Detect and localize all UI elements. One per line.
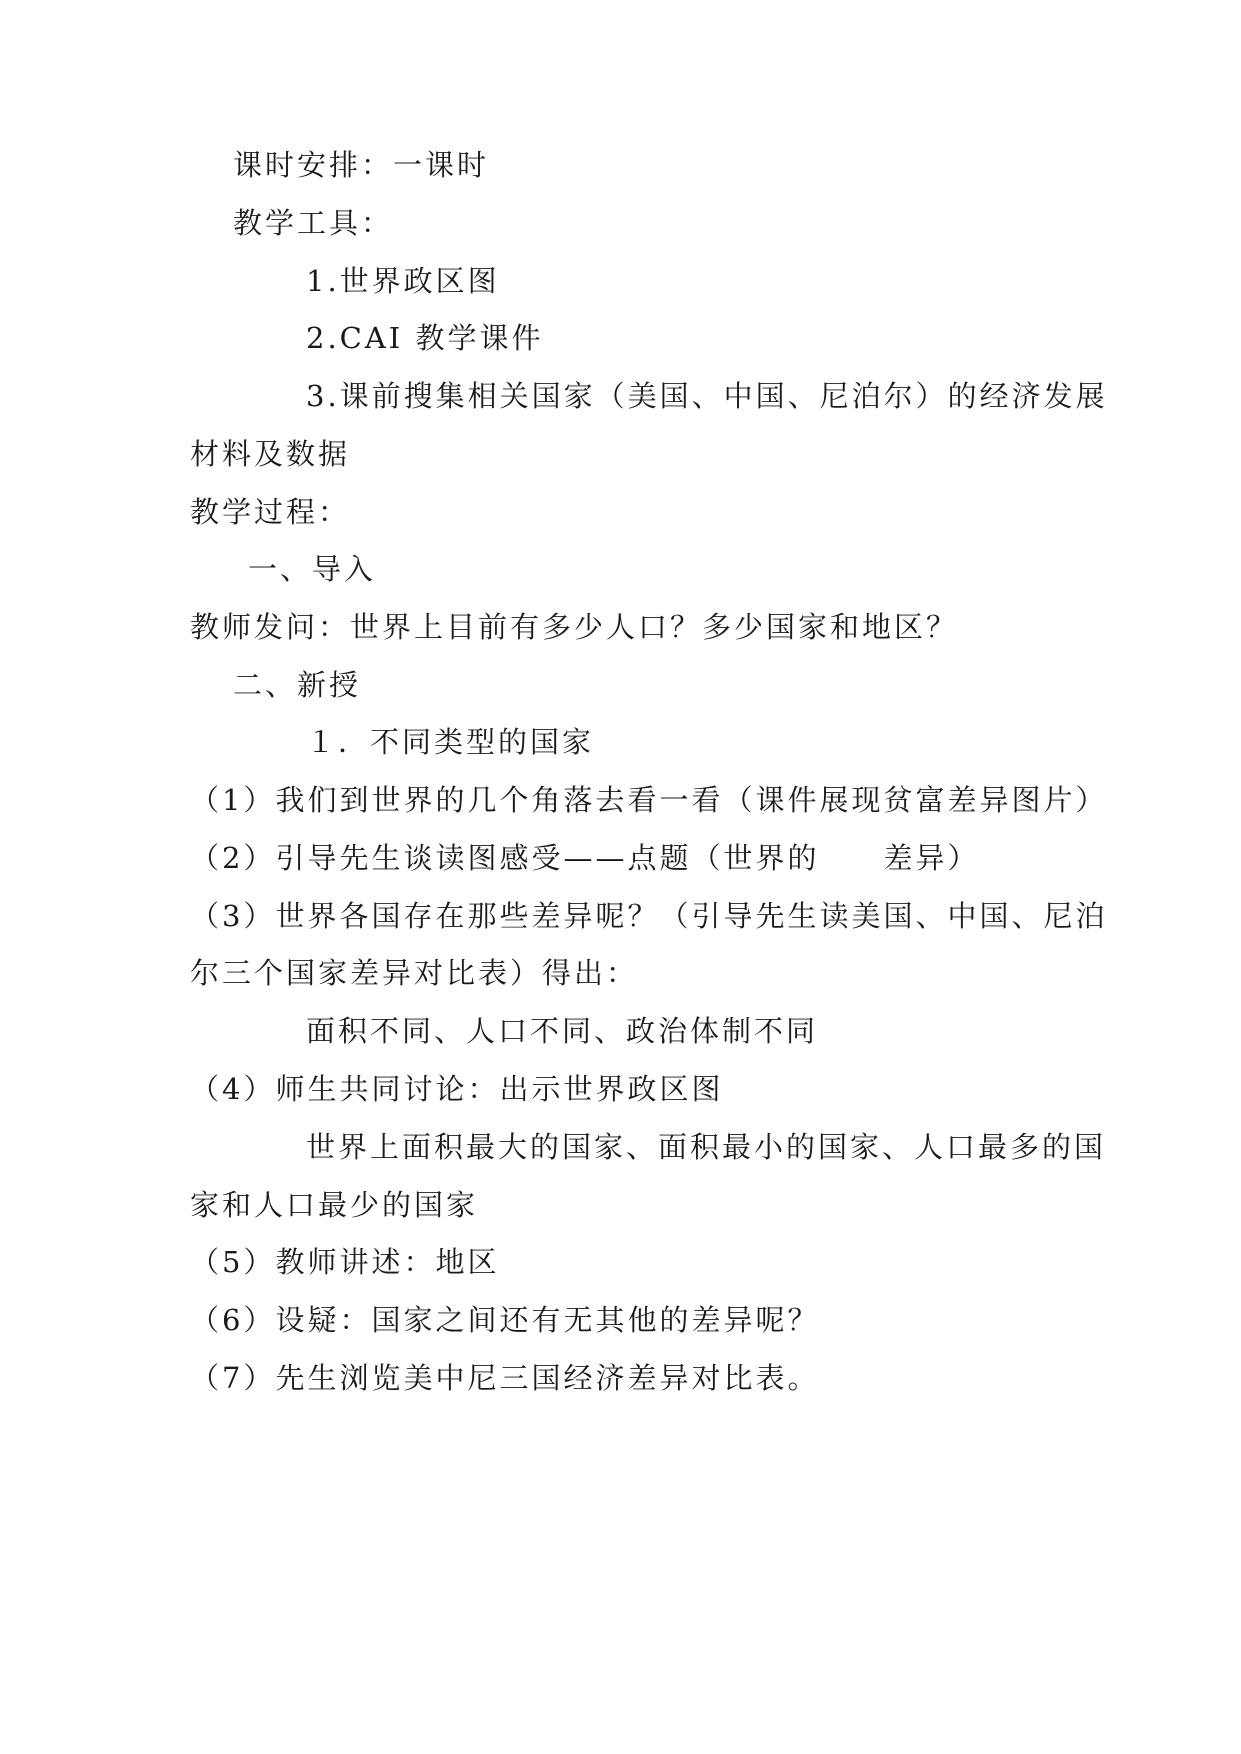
step-3: （3）世界各国存在那些差异呢？（引导先生读美国、中国、尼泊 bbox=[190, 899, 1108, 933]
section-intro-heading: 一、导入 bbox=[248, 552, 377, 586]
step-4: （4）师生共同讨论：出示世界政区图 bbox=[190, 1072, 724, 1106]
step-7: （7）先生浏览美中尼三国经济差异对比表。 bbox=[190, 1361, 820, 1395]
subsection-heading: １．不同类型的国家 bbox=[306, 725, 595, 759]
schedule-line: 课时安排：一课时 bbox=[233, 148, 490, 182]
process-heading: 教学过程： bbox=[190, 495, 351, 529]
teacher-question: 教师发问：世界上目前有多少人口？多少国家和地区？ bbox=[190, 610, 959, 644]
tool-item-1: 1.世界政区图 bbox=[306, 264, 500, 298]
step-4-detail: 世界上面积最大的国家、面积最小的国家、人口最多的国 bbox=[306, 1130, 1107, 1164]
tool-item-2: 2.CAI 教学课件 bbox=[306, 321, 544, 355]
step-1: （1）我们到世界的几个角落去看一看（课件展现贫富差异图片） bbox=[190, 783, 1108, 817]
step-3-result: 面积不同、人口不同、政治体制不同 bbox=[306, 1014, 819, 1048]
step-5: （5）教师讲述：地区 bbox=[190, 1245, 500, 1279]
section-new-heading: 二、新授 bbox=[233, 668, 362, 702]
step-2: （2）引导先生谈读图感受——点题（世界的 差异） bbox=[190, 841, 980, 875]
step-3-continued: 尔三个国家差异对比表）得出： bbox=[190, 956, 639, 990]
tool-item-3: 3.课前搜集相关国家（美国、中国、尼泊尔）的经济发展 bbox=[306, 379, 1108, 413]
tool-item-3-continued: 材料及数据 bbox=[190, 437, 351, 471]
step-6: （6）设疑：国家之间还有无其他的差异呢？ bbox=[190, 1303, 820, 1337]
step-4-detail-continued: 家和人口最少的国家 bbox=[190, 1188, 479, 1222]
tools-heading: 教学工具： bbox=[233, 206, 394, 240]
